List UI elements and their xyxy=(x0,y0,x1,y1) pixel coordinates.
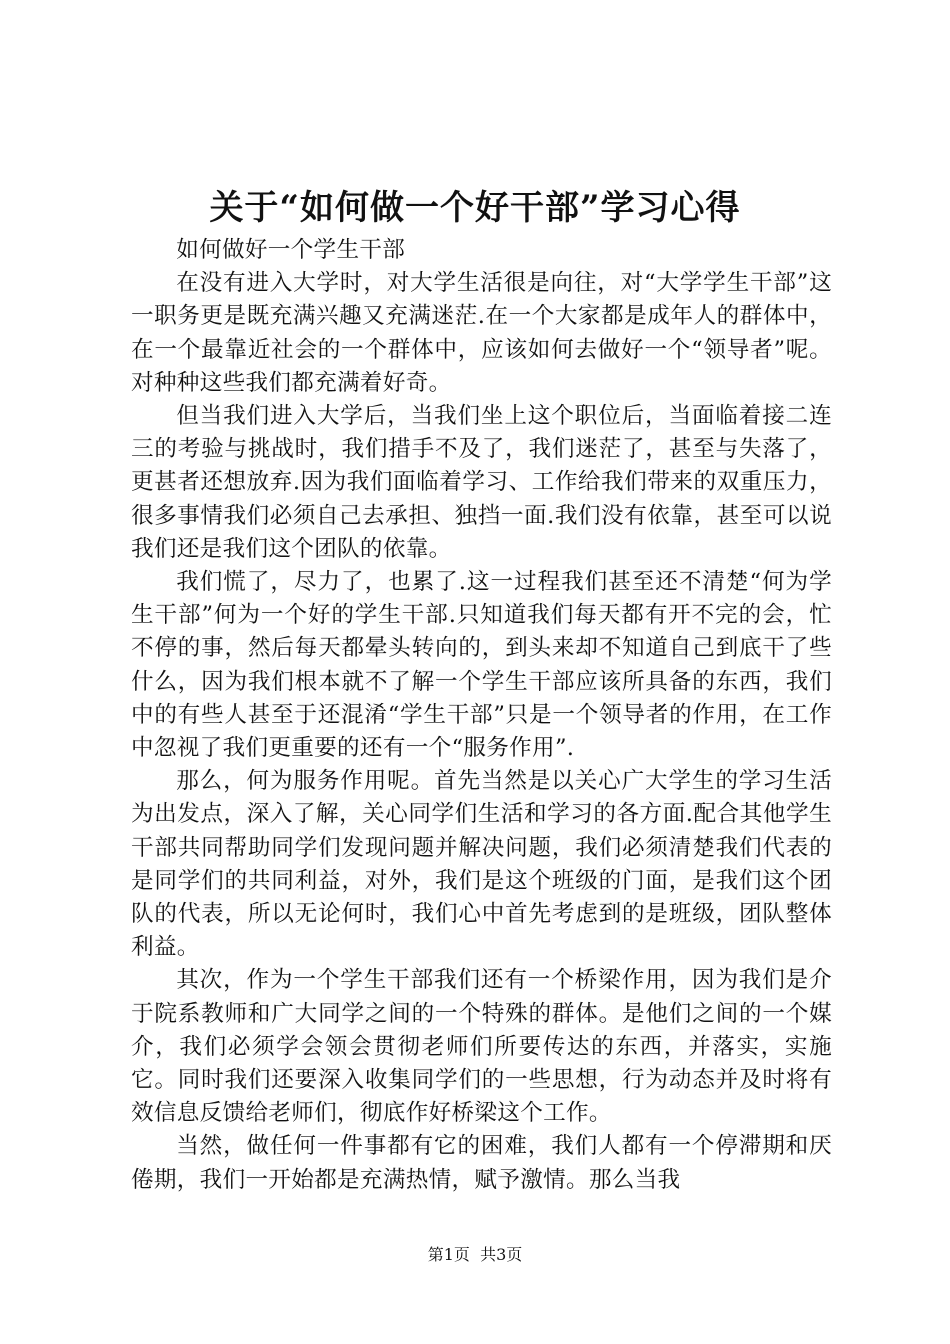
paragraph: 在没有进入大学时，对大学生活很是向往，对“大学学生干部”这一职务更是既充满兴趣又充满迷茫.在一个大家都是成年人的群体中，在一个最靠近社会的一个群体中，应该如何去做好一个“领导者”呢。对种种这些我们都充满着好奇。 xyxy=(131,270,832,396)
page-number-current: 第1页 xyxy=(427,1245,470,1264)
paragraph: 其次，作为一个学生干部我们还有一个桥梁作用，因为我们是介于院系教师和广大同学之间的一个特殊的群体。是他们之间的一个媒介，我们必须学会领会贯彻老师们所要传达的东西，并落实，实施它。同时我们还要深入收集同学们的一些思想，行为动态并及时将有效信息反馈给老师们，彻底作好桥梁这个工作。 xyxy=(131,967,832,1127)
paragraph: 当然，做任何一件事都有它的困难，我们人都有一个停滞期和厌倦期，我们一开始都是充满热情，赋予激情。那么当我 xyxy=(131,1133,832,1193)
paragraph: 但当我们进入大学后，当我们坐上这个职位后，当面临着接二连三的考验与挑战时，我们措手不及了，我们迷茫了，甚至与失落了，更甚者还想放弃.因为我们面临着学习、工作给我们带来的双重压力，很多事情我们必须自己去承担、独挡一面.我们没有依靠，甚至可以说我们还是我们这个团队的依靠。 xyxy=(131,403,832,562)
paragraph: 我们慌了，尽力了，也累了.这一过程我们甚至还不清楚“何为学生干部”何为一个好的学生干部.只知道我们每天都有开不完的会，忙不停的事，然后每天都晕头转向的，到头来却不知道自己到底干了些什么，因为我们根本就不了解一个学生干部应该所具备的东西，我们中的有些人甚至于还混淆“学生干部”只是一个领导者的作用，在工作中忽视了我们更重要的还有一个“服务作用”. xyxy=(131,569,832,762)
paragraph: 那么，何为服务作用呢。首先当然是以关心广大学生的学习生活为出发点，深入了解，关心同学们生活和学习的各方面.配合其他学生干部共同帮助同学们发现问题并解决问题，我们必须清楚我们代表的是同学们的共同利益，对外，我们是这个班级的门面，是我们这个团队的代表，所以无论何时，我们心中首先考虑到的是班级，团队整体利益。 xyxy=(131,768,832,961)
document-body xyxy=(131,234,832,1197)
page-footer xyxy=(0,1245,950,1265)
document-title: 关于“如何做一个好干部”学习心得 xyxy=(209,188,741,228)
footer-separator xyxy=(470,1245,480,1264)
paragraph: 如何做好一个学生干部 xyxy=(176,237,406,263)
page-number-total: 共3页 xyxy=(480,1245,523,1264)
